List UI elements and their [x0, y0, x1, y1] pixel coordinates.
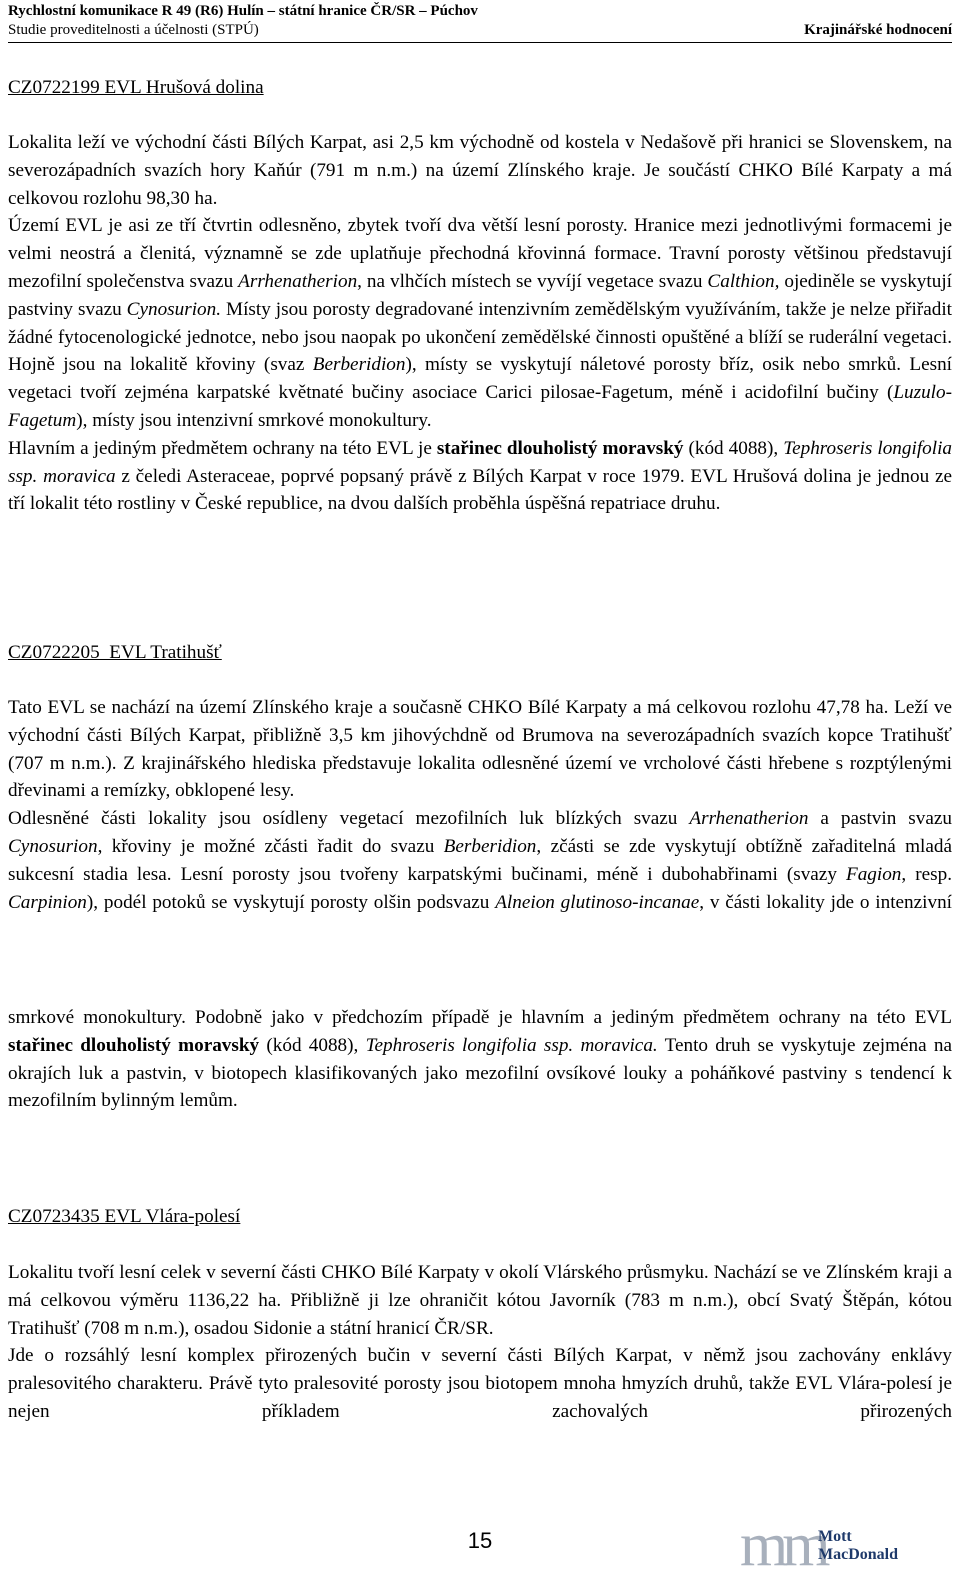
section-heading-hrusova: CZ0722199 EVL Hrušová dolina: [8, 77, 264, 98]
page-number: 15: [467, 1528, 493, 1553]
section-body-tratihust-cont: [8, 1004, 952, 1115]
section-heading-tratihust: CZ0722205 EVL Tratihušť: [8, 642, 222, 663]
header-title: Rychlostní komunikace R 49 (R6) Hulín – státní hranice ČR/SR – Púchov: [8, 3, 478, 19]
paragraph: Odlesněné části lokality jsou osídleny vegetací mezofilních luk blízkých svazu Arrhenatherion a pastvin svazu Cynosurion, křoviny je možné zčásti řadit do svazu Berberidion, zčásti se zde vyskytují obtížně zařaditelná mladá sukcesní stadia lesa. Lesní porosty jsou tvořeny karpatskými bučinami, méně i dubohabřinami (svazy Fagion, resp. Carpinion), podél potoků se vyskytují porosty olšin podsvazu Alneion glutinoso-incanae, v části lokality jde o intenzivní: [8, 808, 953, 913]
section-body-vlara: [8, 1259, 952, 1426]
paragraph: smrkové monokultury. Podobně jako v předchozím případě je hlavním a jediným předmětem ochrany na této EVL stařinec dlouholistý moravský (kód 4088), Tephroseris longifolia ssp. moravica. Tento druh se vyskytuje zejména na okrajích luk a pastvin, v biotopech klasifikovaných jako mezofilní ovsíkové louky a poháňkové pastviny s tendencí k mezofilním bylinným lemům.: [8, 1007, 952, 1112]
paragraph: Jde o rozsáhlý lesní komplex přirozených bučin v severní části Bílých Karpat, v němž jsou zachovány enklávy pralesovitého charakteru. Právě tyto pralesovité porosty jsou biotopem mnoha hmyzích druhů, takže EVL Vlára-polesí je nejen příkladem zachovalých přirozených: [8, 1345, 952, 1422]
header-section: Krajinářské hodnocení: [804, 22, 952, 38]
header-rule: [8, 42, 952, 43]
section-body-tratihust: [8, 694, 952, 916]
paragraph: Lokalita leží ve východní části Bílých Karpat, asi 2,5 km východně od kostela v Nedašově při hranici se Slovenskem, na severozápadních svazích hory Kaňúr (791 m n.m.) na území Zlínského kraje. Je součástí CHKO Bílé Karpaty a má celkovou rozlohu 98,30 ha.: [8, 132, 952, 209]
paragraph: Hlavním a jediným předmětem ochrany na této EVL je stařinec dlouholistý moravský (kód 4088), Tephroseris longifolia ssp. moravica z čeledi Asteraceae, poprvé popsaný právě z Bílých Karpat v roce 1979. EVL Hrušová dolina je jednou ze tří lokalit této rostliny v České republice, na dvou dalších proběhla úspěšná repatriace druhu.: [8, 437, 953, 515]
paragraph: Lokalitu tvoří lesní celek v severní části CHKO Bílé Karpaty v okolí Vlárského průsmyku. Nachází se ve Zlínském kraji a má celkovou výměru 1136,22 ha. Přibližně ji lze ohraničit kótou Javorník (783 m n.m.), obcí Svatý Štěpán, kótou Tratihušť (708 m n.m.), osadou Sidonie a státní hranicí ČR/SR.: [8, 1262, 952, 1339]
section-body-hrusova: [8, 129, 952, 518]
page-header: [8, 2, 952, 46]
paragraph: Území EVL je asi ze tří čtvrtin odlesněno, zbytek tvoří dva větší lesní porosty. Hranice mezi jednotlivými formacemi je velmi neostrá a členitá, významně se zde uplatňuje přechodná křovinná formace. Travní porosty většinou představují mezofilní společenstva svazu Arrhenatherion, na vlhčích místech se vyvíjí vegetace svazu Calthion, ojediněle se vyskytují pastviny svazu Cynosurion. Místy jsou porosty degradované intenzivním zemědělským využíváním, takže je nelze přiřadit žádné fytocenologické jednotce, nebo jsou naopak po ukončení zemědělské činnosti opuštěné a blíží se ruderální vegetaci. Hojně jsou na lokalitě křoviny (svaz Berberidion), místy se vyskytují náletové porosty bříz, osik nebo smrků. Lesní vegetaci tvoří zejména karpatské květnaté bučiny asociace Carici pilosae-Fagetum, méně i acidofilní bučiny (Luzulo-Fagetum), místy jsou intenzivní smrkové monokultury.: [8, 215, 952, 431]
header-subtitle: Studie proveditelnosti a účelnosti (STPÚ): [8, 22, 259, 38]
logo-mark: mm: [740, 1511, 825, 1579]
section-heading-vlara: CZ0723435 EVL Vlára-polesí: [8, 1206, 241, 1227]
logo-text: Mott MacDonald: [818, 1528, 898, 1563]
header-subline: [8, 21, 952, 40]
paragraph: Tato EVL se nachází na území Zlínského kraje a současně CHKO Bílé Karpaty a má celkovou rozlohu 47,78 ha. Leží ve východní části Bílých Karpat, přibližně 3,5 km jihovýchdně od Brumova na severozápadních svazích kopce Tratihušť (707 m n.m.). Z krajinářského hlediska představuje lokalita odlesněné území ve vrcholové části hřebene s rozptýlenými dřevinami a remízky, obklopené lesy.: [8, 697, 952, 802]
mott-macdonald-logo: [740, 1511, 940, 1579]
